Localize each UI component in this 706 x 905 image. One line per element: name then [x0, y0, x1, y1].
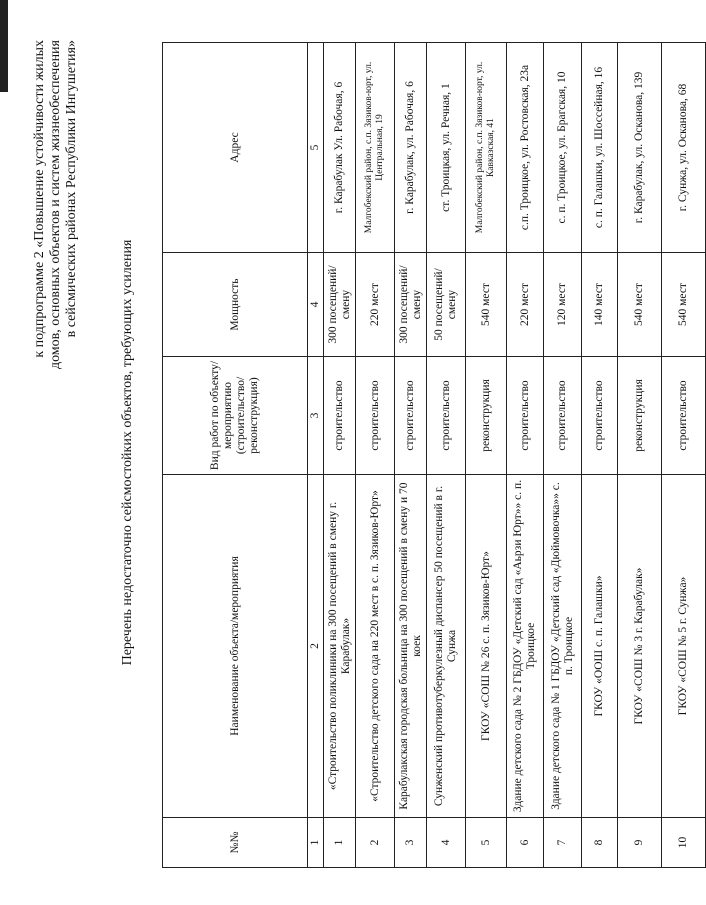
header-line-2: домов, основных объектов и систем жизнеобеспечения	[48, 40, 63, 370]
capacity: 120 мест	[544, 253, 582, 357]
object-name: Карабулакская городская больница на 300 посещений в смену и 70 коек	[395, 475, 427, 818]
header-line-3: в сейсмических районах Республики Ингушетия»	[64, 40, 79, 338]
address: г. Карабулак, ул. Осканова, 139	[618, 43, 662, 253]
column-header: Мощность	[163, 253, 308, 357]
row-number: 10	[662, 818, 706, 868]
row-number: 7	[544, 818, 582, 868]
column-number: 4	[308, 253, 324, 357]
column-header: Наименование объекта/мероприятия	[163, 475, 308, 818]
address: г. Карабулак, ул. Рабочая, 6	[395, 43, 427, 253]
address: Малгобекский район, с.п. Зязиков-юрт, ул. Кавказская, 41	[466, 43, 507, 253]
column-number: 3	[308, 357, 324, 475]
column-header: Адрес	[163, 43, 308, 253]
capacity: 220 мест	[356, 253, 395, 357]
address: г. Карабулак Ул. Рабочая, 6	[324, 43, 356, 253]
column-number-row	[308, 43, 324, 868]
object-name: ГКОУ «ООШ с. п. Галашки»	[582, 475, 618, 818]
work-type: строительство	[507, 357, 544, 475]
capacity: 540 мест	[466, 253, 507, 357]
table-row	[427, 43, 466, 868]
row-number: 1	[324, 818, 356, 868]
capacity: 540 мест	[618, 253, 662, 357]
row-number: 4	[427, 818, 466, 868]
object-name: ГКОУ «СОШ № 3 г. Карабулак»	[618, 475, 662, 818]
work-type: строительство	[395, 357, 427, 475]
address: ст. Троицкая, ул. Речная, 1	[427, 43, 466, 253]
object-name: «Строительство поликлиники на 300 посещений в смену г. Карабулак»	[324, 475, 356, 818]
column-header: №№	[163, 818, 308, 868]
row-number: 6	[507, 818, 544, 868]
address: с.п. Троицкое, ул. Ростовская, 23а	[507, 43, 544, 253]
address: г. Сунжа, ул. Осканова, 68	[662, 43, 706, 253]
table-row	[544, 43, 582, 868]
address: с. п. Троицкое, ул. Брагская, 10	[544, 43, 582, 253]
table-row	[356, 43, 395, 868]
table-row	[582, 43, 618, 868]
work-type: строительство	[582, 357, 618, 475]
object-name: ГКОУ «СОШ № 5 г. Сунжа»	[662, 475, 706, 818]
table-row	[662, 43, 706, 868]
table-row	[324, 43, 356, 868]
work-type: строительство	[356, 357, 395, 475]
table-header-row	[163, 43, 308, 868]
row-number: 2	[356, 818, 395, 868]
capacity: 140 мест	[582, 253, 618, 357]
capacity: 220 мест	[507, 253, 544, 357]
table-row	[618, 43, 662, 868]
work-type: строительство	[544, 357, 582, 475]
object-name: ГКОУ «СОШ № 26 с. п. Зязиков-Юрт»	[466, 475, 507, 818]
row-number: 9	[618, 818, 662, 868]
row-number: 5	[466, 818, 507, 868]
table-row	[507, 43, 544, 868]
work-type: строительство	[662, 357, 706, 475]
object-name: Здание детского сада № 2 ГБДОУ «Детский сад «Аьрзи Юрт»» с. п. Троицкое	[507, 475, 544, 818]
work-type: реконструкция	[618, 357, 662, 475]
address: с. п. Галашки, ул. Шоссейная, 16	[582, 43, 618, 253]
document-header	[0, 0, 106, 905]
capacity: 540 мест	[662, 253, 706, 357]
work-type: строительство	[427, 357, 466, 475]
header-line-1: к подпрограмме 2 «Повышение устойчивости жилых	[32, 40, 47, 358]
column-header: Вид работ по объекту/ мероприятию (строительство/ реконструкция)	[163, 357, 308, 475]
table-row	[466, 43, 507, 868]
object-name: Здание детского сада № 1 ГБДОУ «Детский сад «Дюймовочка»» с. п. Троицкое	[544, 475, 582, 818]
objects-table	[162, 42, 706, 868]
address: Малгобекский район, с.п. Зязиков-юрт, ул. Центральная, 19	[356, 43, 395, 253]
capacity: 300 посещений/смену	[395, 253, 427, 357]
row-number: 3	[395, 818, 427, 868]
work-type: реконструкция	[466, 357, 507, 475]
capacity: 300 посещений/смену	[324, 253, 356, 357]
document-title: Перечень недостаточно сейсмостойких объектов, требующих усиления	[120, 239, 135, 666]
table-row	[395, 43, 427, 868]
row-number: 8	[582, 818, 618, 868]
work-type: строительство	[324, 357, 356, 475]
object-name: «Строительство детского сада на 220 мест в с. п. Зязиков-Юрт»	[356, 475, 395, 818]
column-number: 1	[308, 818, 324, 868]
capacity: 50 посещений/смену	[427, 253, 466, 357]
column-number: 5	[308, 43, 324, 253]
object-name: Сунженский противотуберкулезный диспансер 50 посещений в г. Сунжа	[427, 475, 466, 818]
column-number: 2	[308, 475, 324, 818]
